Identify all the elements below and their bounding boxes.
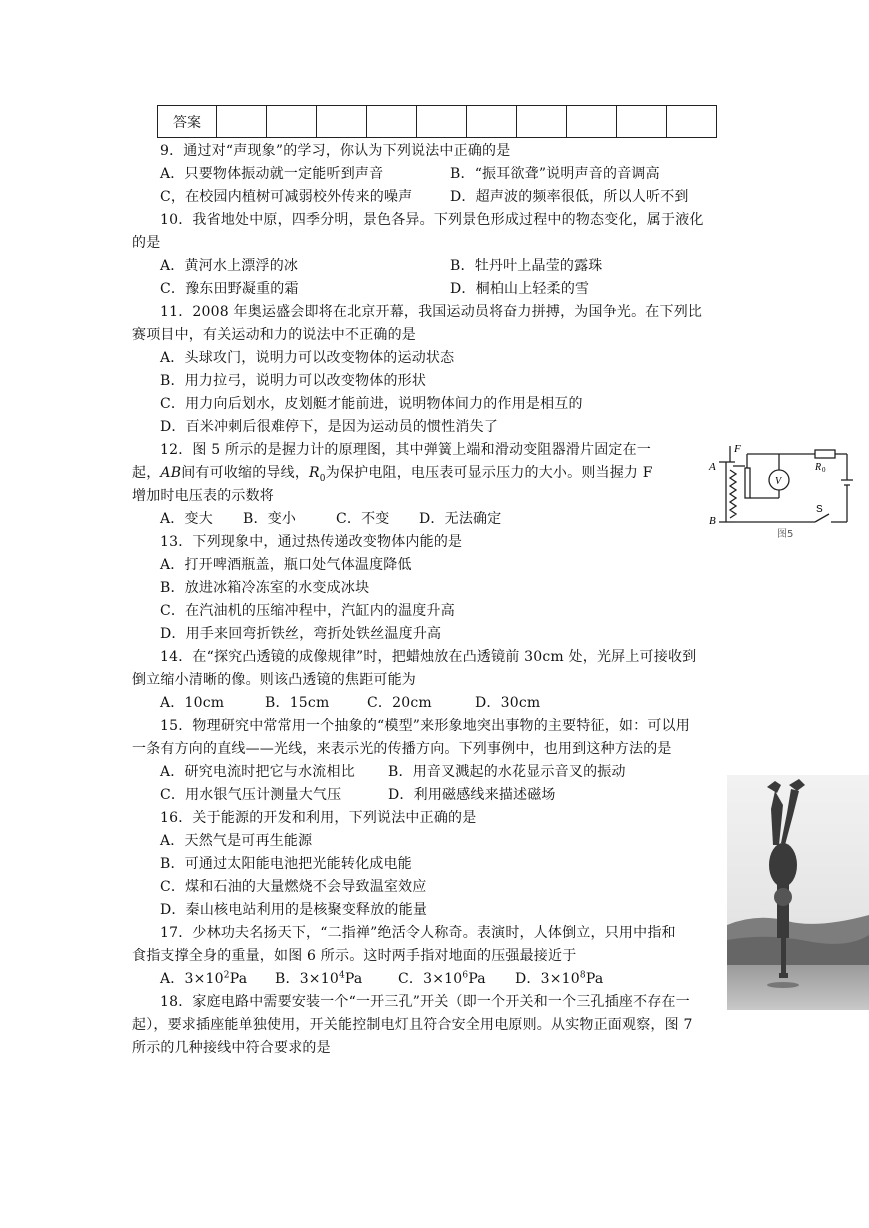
q12-option-d: D．无法确定 <box>419 511 502 527</box>
q9-option-a: A．只要物体振动就一定能听到声音 <box>160 166 384 182</box>
q14-option-c: C．20cm <box>367 695 432 711</box>
q14-option-b: B．15cm <box>265 695 330 711</box>
q14-stem-1: 14．在“探究凸透镜的成像规律”时，把蜡烛放在凸透镜前 30cm 处，光屏上可接收到 <box>160 649 697 665</box>
q16-stem: 16．关于能源的开发和利用，下列说法中正确的是 <box>160 810 477 826</box>
answer-cell[interactable] <box>217 106 267 138</box>
answer-cell[interactable] <box>367 106 417 138</box>
q17-option-a: A．$3\times 10^2Pa$ <box>160 970 248 987</box>
q9-option-c: C，在校园内植树可减弱校外传来的噪声 <box>160 189 413 205</box>
answer-label: 答案 <box>158 106 217 138</box>
figure5-label-r-sub: 0 <box>822 466 826 474</box>
q15-option-a: A．研究电流时把它与水流相比 <box>160 764 355 780</box>
figure5-label-r: R <box>815 462 822 473</box>
q12-option-c: C．不变 <box>336 511 390 527</box>
answer-table <box>157 105 717 138</box>
answer-cell[interactable] <box>667 106 717 138</box>
q10-stem-1: 10．我省地处中原，四季分明，景色各异。下列景色形成过程中的物态变化，属于液化 <box>160 212 704 228</box>
q18-stem-3: 所示的几种接线中符合要求的是 <box>132 1040 331 1056</box>
q14-stem-2: 倒立缩小清晰的像。则该凸透镜的焦距可能为 <box>132 672 416 688</box>
q16-option-b: B．可通过太阳能电池把光能转化成电能 <box>160 856 412 872</box>
q10-option-b: B．牡丹叶上晶莹的露珠 <box>450 258 603 274</box>
q9-stem: 9．通过对“声现象”的学习，你认为下列说法中正确的是 <box>160 143 511 159</box>
q17-stem-1: 17．少林功夫名扬天下，“二指禅”绝活令人称奇。表演时，人体倒立，只用中指和 <box>160 925 676 941</box>
q16-option-a: A．天然气是可再生能源 <box>160 833 313 849</box>
q11-option-a: A．头球攻门，说明力可以改变物体的运动状态 <box>160 350 455 366</box>
q13-option-d: D．用手来回弯折铁丝，弯折处铁丝温度升高 <box>160 626 442 642</box>
q18-stem-1: 18．家庭电路中需要安装一个“一开三孔”开关（即一个开关和一个三孔插座不存在一 <box>160 994 690 1010</box>
answer-cell[interactable] <box>417 106 467 138</box>
figure5-label-f: F <box>734 443 741 455</box>
q10-option-a: A．黄河水上漂浮的冰 <box>160 258 299 274</box>
q15-option-d: D．利用磁感线来描述磁场 <box>388 787 556 803</box>
q13-option-c: C．在汽油机的压缩冲程中，汽缸内的温度升高 <box>160 603 455 619</box>
figure5-label-s: S <box>816 504 823 515</box>
answer-cell[interactable] <box>467 106 517 138</box>
q15-option-c: C．用水银气压计测量大气压 <box>160 787 342 803</box>
q14-option-d: D．30cm <box>475 695 541 711</box>
q13-option-a: A．打开啤酒瓶盖，瓶口处气体温度降低 <box>160 557 412 573</box>
q12-stem-1: 12．图 5 所示的是握力计的原理图，其中弹簧上端和滑动变阻器滑片固定在一 <box>160 442 652 458</box>
q15-stem-1: 15．物理研究中常常用一个抽象的“模型”来形象地突出事物的主要特征，如：可以用 <box>160 718 690 734</box>
answer-cell[interactable] <box>267 106 317 138</box>
q17-option-c: C．$3\times 10^6Pa$ <box>398 970 486 987</box>
q16-option-c: C．煤和石油的大量燃烧不会导致温室效应 <box>160 879 427 895</box>
q13-stem: 13．下列现象中，通过热传递改变物体内能的是 <box>160 534 463 550</box>
q17-option-d: D．$3\times 10^8Pa$ <box>515 970 604 987</box>
q11-option-c: C．用力向后划水，皮划艇才能前进，说明物体间力的作用是相互的 <box>160 396 583 412</box>
q12-stem-2: 起，AB间有可收缩的导线，$R_0$为保护电阻，电压表可显示压力的大小。则当握力 F <box>132 465 653 484</box>
answer-cell[interactable] <box>317 106 367 138</box>
figure5-caption: 图5 <box>777 529 794 540</box>
q14-option-a: A．10cm <box>160 695 225 711</box>
q11-option-d: D．百米冲刺后很难停下，是因为运动员的惯性消失了 <box>160 419 499 435</box>
q16-option-d: D．秦山核电站利用的是核聚变释放的能量 <box>160 902 428 918</box>
q10-stem-2: 的是 <box>132 235 161 251</box>
q11-stem-1: 11．2008 年奥运盛会即将在北京开幕，我国运动员将奋力拼搏，为国争光。在下列比 <box>160 304 703 320</box>
figure5-label-b: B <box>709 515 716 527</box>
q17-option-b: B．$3\times 10^4Pa$ <box>275 970 363 987</box>
q18-stem-2: 起），要求插座能单独使用，开关能控制电灯且符合安全用电原则。从实物正面观察，图 7 <box>132 1017 693 1033</box>
q9-option-d: D．超声波的频率很低，所以人听不到 <box>450 189 689 205</box>
figure5-circuit-diagram <box>703 440 863 540</box>
q9-option-b: B．“振耳欲聋”说明声音的音调高 <box>450 166 660 182</box>
q10-option-c: C．豫东田野凝重的霜 <box>160 281 299 297</box>
q15-stem-2: 一条有方向的直线——光线，来表示光的传播方向。下列事例中，也用到这种方法的是 <box>132 741 672 757</box>
q17-stem-2: 食指支撑全身的重量，如图 6 所示。这时两手指对地面的压强最接近于 <box>132 948 577 964</box>
q12-stem-3: 增加时电压表的示数将 <box>132 488 274 504</box>
q12-option-a: A．变大 <box>160 511 213 527</box>
q12-option-b: B．变小 <box>243 511 297 527</box>
figure6-handstand-photo <box>727 775 869 1010</box>
q10-option-d: D．桐柏山上轻柔的雪 <box>450 281 590 297</box>
q11-stem-2: 赛项目中，有关运动和力的说法中不正确的是 <box>132 327 416 343</box>
answer-cell[interactable] <box>517 106 567 138</box>
q11-option-b: B．用力拉弓，说明力可以改变物体的形状 <box>160 373 427 389</box>
q13-option-b: B．放进冰箱冷冻室的水变成冰块 <box>160 580 370 596</box>
figure5-label-v: V <box>775 476 782 487</box>
answer-cell[interactable] <box>567 106 617 138</box>
figure5-label-a: A <box>709 461 716 473</box>
q15-option-b: B．用音叉溅起的水花显示音叉的振动 <box>388 764 626 780</box>
answer-cell[interactable] <box>617 106 667 138</box>
